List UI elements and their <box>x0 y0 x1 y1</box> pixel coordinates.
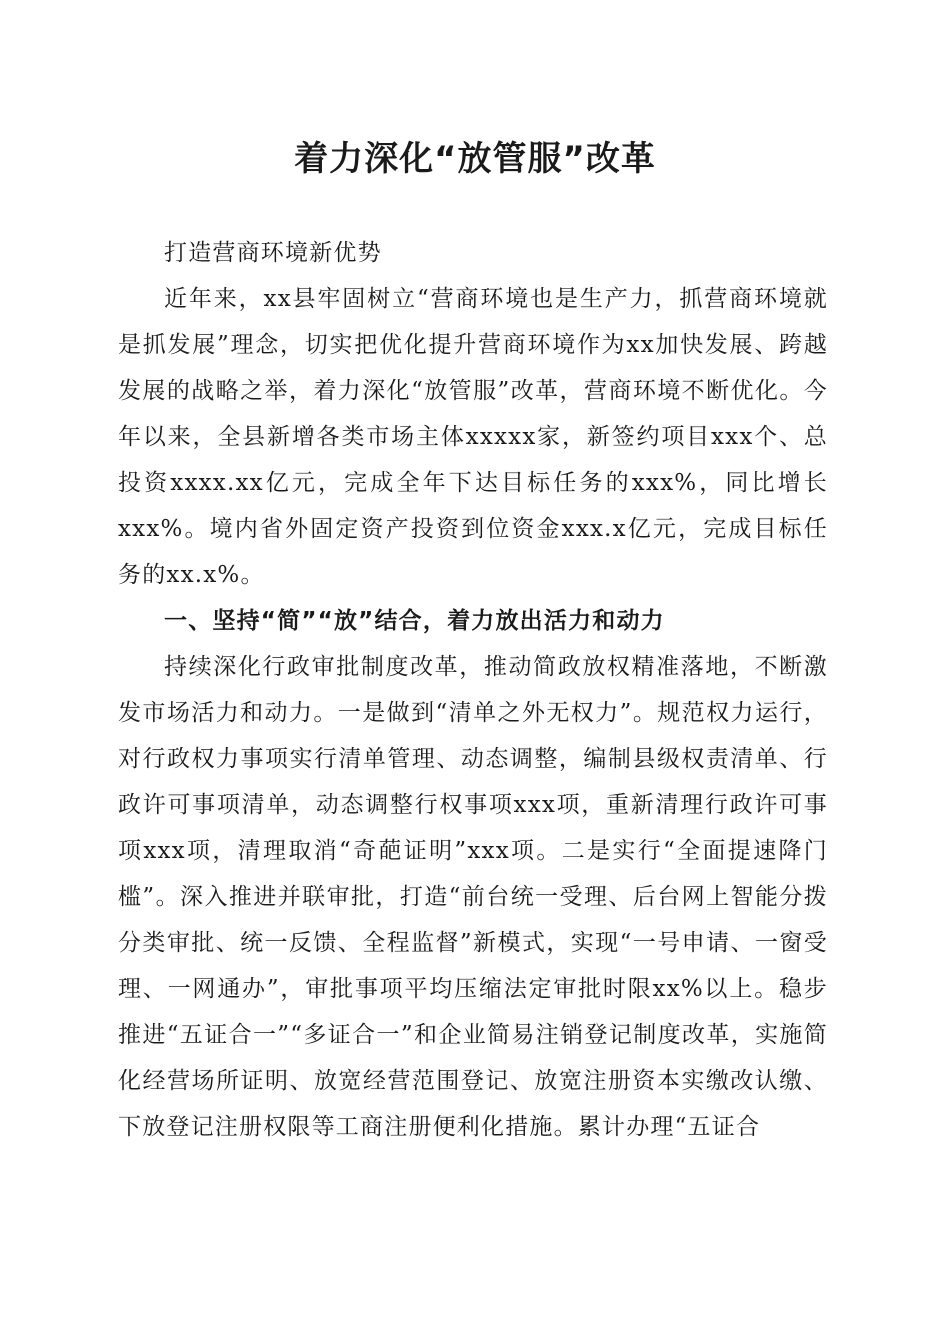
intro-paragraph: 近年来，xx县牢固树立“营商环境也是生产力，抓营商环境就是抓发展”理念，切实把优化提升营商环境作为xx加快发展、跨越发展的战略之举，着力深化“放管服”改革，营商环境不断优化。今年以来，全县新增各类市场主体xxxxx家，新签约项目xxx个、总投资xxxx.xx亿元，完成全年下达目标任务的xxx%，同比增长xxx%。境内省外固定资产投资到位资金xxx.x亿元，完成目标任务的xx.x%。 <box>118 286 828 588</box>
document-title: 着力深化“放管服”改革 <box>294 139 656 179</box>
document-body <box>118 230 828 1150</box>
section-heading: 一、坚持“简”“放”结合，着力放出活力和动力 <box>164 608 665 634</box>
subtitle-paragraph: 打造营商环境新优势 <box>164 240 382 266</box>
section-paragraph: 持续深化行政审批制度改革，推动简政放权精准落地，不断激发市场活力和动力。一是做到“清单之外无权力”。规范权力运行，对行政权力事项实行清单管理、动态调整，编制县级权责清单、行政许可事项清单，动态调整行权事项xxx项，重新清理行政许可事项xxx项，清理取消“奇葩证明”xxx项。二是实行“全面提速降门槛”。深入推进并联审批，打造“前台统一受理、后台网上智能分拨分类审批、统一反馈、全程监督”新模式，实现“一号申请、一窗受理、一网通办”，审批事项平均压缩法定审批时限xx%以上。稳步推进“五证合一”“多证合一”和企业简易注销登记制度改革，实施简化经营场所证明、放宽经营范围登记、放宽注册资本实缴改认缴、下放登记注册权限等工商注册便利化措施。累计办理“五证合 <box>118 654 828 1140</box>
